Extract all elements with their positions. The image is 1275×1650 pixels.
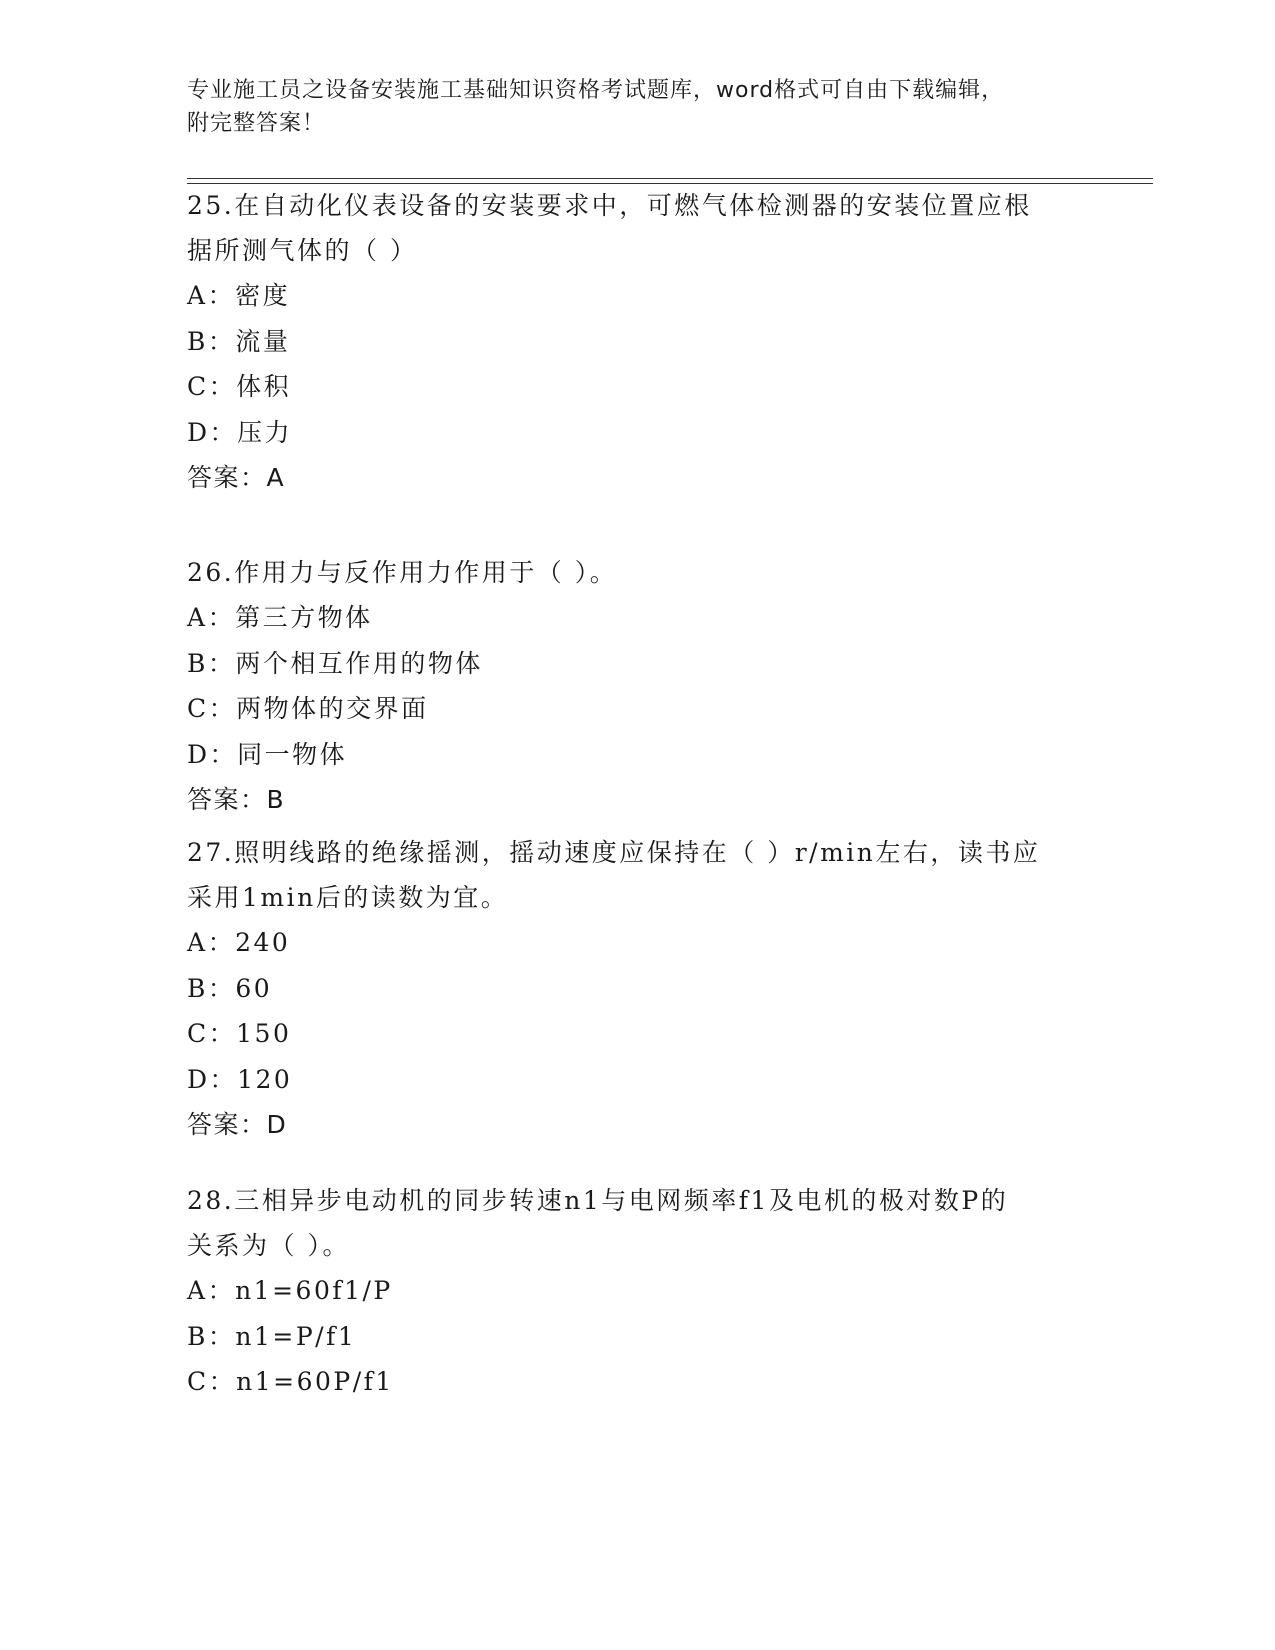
- option-b: B：n1=P/f1: [187, 1321, 357, 1351]
- option-c: C：n1=60P/f1: [187, 1367, 394, 1396]
- answer-label: 答案：B: [187, 785, 286, 814]
- question-stem-line-1: 28.三相异步电动机的同步转速n1与电网频率f1及电机的极对数P的: [187, 1186, 1009, 1215]
- header-line-1: 专业施工员之设备安装施工基础知识资格考试题库，word格式可自由下载编辑，: [187, 78, 1005, 103]
- question-stem: [187, 1178, 1087, 1268]
- question-27: [187, 830, 1087, 1147]
- question-stem-line-2: 采用1min后的读数为宜。: [187, 883, 509, 912]
- option-a: A：密度: [187, 281, 291, 310]
- option-d: D：同一物体: [187, 739, 348, 769]
- header-line-2: 附完整答案！: [187, 111, 326, 136]
- option-b: B：两个相互作用的物体: [187, 648, 483, 678]
- option-a: A：240: [187, 928, 291, 957]
- header-divider-top: [187, 178, 1153, 179]
- document-header: [187, 74, 1087, 140]
- question-stem: [187, 830, 1087, 920]
- question-28: [187, 1178, 1087, 1405]
- answer-label: 答案：A: [187, 463, 286, 492]
- question-26: [187, 550, 1087, 822]
- option-c: C：150: [187, 1019, 292, 1048]
- question-stem: [187, 550, 1087, 595]
- option-a: A：n1=60f1/P: [187, 1276, 393, 1305]
- question-stem-line-2: 关系为（ ）。: [187, 1231, 350, 1260]
- option-a: A：第三方物体: [187, 603, 373, 632]
- question-25: [187, 183, 1087, 500]
- option-c: C：两物体的交界面: [187, 694, 429, 723]
- question-stem-line-1: 27.照明线路的绝缘摇测，摇动速度应保持在（ ）r/min左右，读书应: [187, 838, 1041, 867]
- answer-label: 答案：D: [187, 1110, 288, 1139]
- option-b: B：流量: [187, 326, 291, 356]
- option-d: D：压力: [187, 417, 293, 447]
- question-stem-line-1: 26.作用力与反作用力作用于（ ）。: [187, 558, 618, 587]
- question-stem-line-1: 25.在自动化仪表设备的安装要求中，可燃气体检测器的安装位置应根: [187, 191, 1032, 220]
- question-stem-line-2: 据所测气体的（ ）: [187, 236, 418, 265]
- option-c: C：体积: [187, 372, 292, 401]
- question-stem: [187, 183, 1087, 273]
- option-d: D：120: [187, 1064, 293, 1094]
- option-b: B：60: [187, 973, 273, 1003]
